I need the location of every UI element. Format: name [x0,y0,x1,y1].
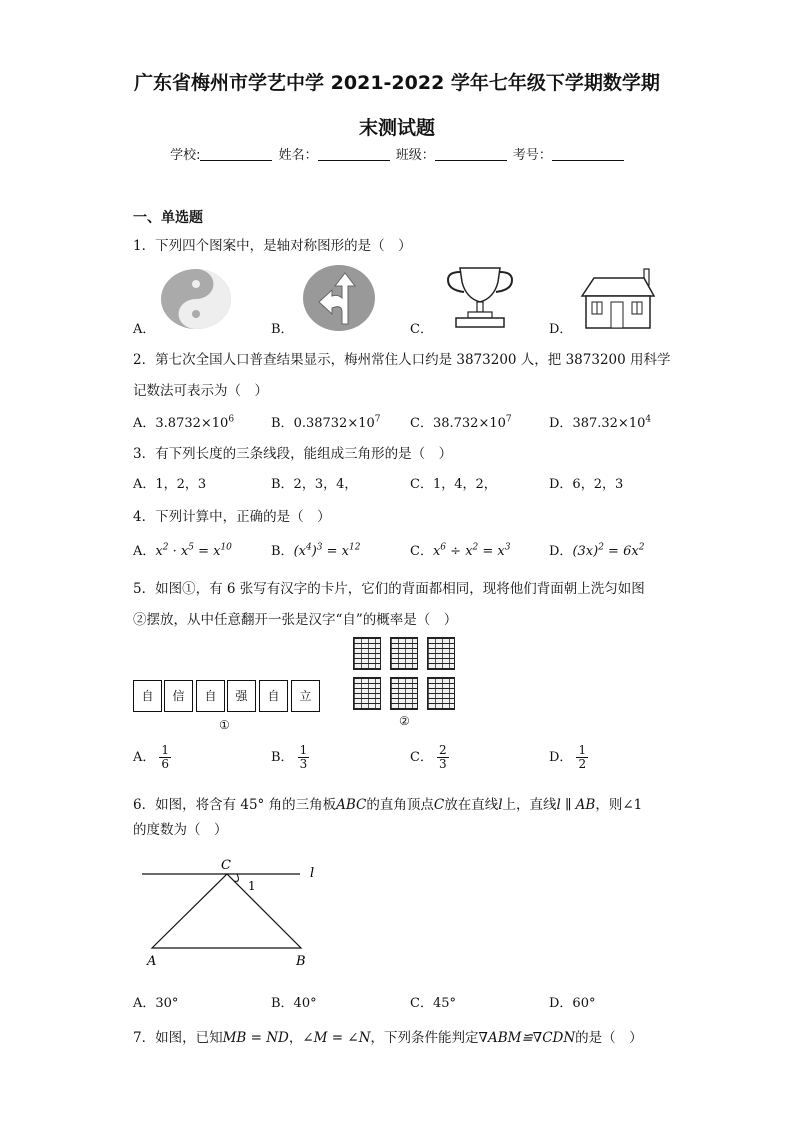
q5-option-d[interactable] [549,744,588,771]
q7-math-congruence: ∇ABM≌∇CDN [478,1030,576,1046]
class-label: 班级： [395,148,435,163]
q6-option-c[interactable]: C．45° [410,996,456,1011]
card-back [353,677,381,710]
q6-text-line1 [133,793,642,813]
q6-text-part: 上，直线 [502,797,557,813]
angle-1-label: 1 [248,879,256,893]
q6-option-d[interactable]: D．60° [549,996,596,1011]
q3-option-a[interactable]: A．1，2，3 [133,477,207,492]
q4-option-a[interactable] [133,540,232,559]
q4-option-c[interactable] [410,540,511,559]
q1-option-c[interactable]: C． [410,322,433,337]
character-card: 强 [227,680,256,712]
q6-text-part: ，则∠1 [595,797,643,813]
option-fraction [298,744,310,771]
figure-2-label: ② [399,714,410,728]
q6-option-a[interactable]: A．30° [133,996,179,1011]
q7-text-part: ， [288,1030,303,1046]
option-exponent: 7 [374,414,381,425]
card-back [427,677,455,710]
card-back [390,637,418,670]
number-label: 考号： [512,148,552,163]
option-label: B． [271,416,294,431]
name-field[interactable] [318,147,390,161]
option-label: D． [549,416,573,431]
q1-option-d[interactable]: D． [549,322,573,337]
option-formula: $x^2 \cdot x^5 = x^{10}$ [155,542,232,559]
q3-text: 3．有下列长度的三条线段，能组成三角形的是（ ） [133,446,453,462]
q2-option-b[interactable] [271,412,381,431]
option-label: A． [133,544,156,559]
denominator: 2 [578,757,587,771]
q5-text-line1: 5．如图①，有 6 张写有汉字的卡片，它们的背面都相同，现将他们背面朝上洗匀如图 [133,581,645,597]
yin-yang-icon [160,268,232,330]
section-heading: 一、单选题 [133,210,203,226]
name-label: 姓名： [278,148,318,163]
option-label: D． [549,544,573,559]
exam-title-line2: 末测试题 [358,117,435,139]
school-field[interactable] [200,147,272,161]
q6-math-l: l [498,797,503,813]
q5-text-line2: ②摆放，从中任意翻开一张是汉字“自”的概率是（ ） [133,612,458,628]
vertex-a-label: A [147,954,157,969]
vertex-b-label: B [296,954,306,969]
option-base: 38.732×10 [432,416,506,431]
q2-option-c[interactable] [410,412,512,431]
q7-math-cond1: MB = ND [222,1030,289,1046]
option-exponent: 6 [228,414,235,425]
option-label: A． [133,750,156,765]
q1-option-b[interactable]: B． [271,322,294,337]
card-back [427,637,455,670]
trophy-icon [442,264,518,330]
option-formula: $(x^4)^3 = x^{12}$ [293,542,361,559]
option-label: A． [133,416,156,431]
number-field[interactable] [552,147,624,161]
q6-text-part: 放在直线 [444,797,499,813]
q5-option-a[interactable] [133,744,171,771]
line-l-label: l [310,866,315,881]
option-label: C． [410,544,433,559]
option-exponent: 7 [505,414,512,425]
q4-option-b[interactable] [271,540,360,559]
q7-text [133,1026,643,1046]
q7-math-cond2: ∠M = ∠N [302,1030,371,1046]
class-field[interactable] [435,147,507,161]
q6-math-abc: ABC [336,797,367,813]
student-info-row [0,144,794,163]
q3-option-b[interactable]: B．2，3，4， [271,477,358,492]
q1-text: 1．下列四个图案中，是轴对称图形的是（ ） [133,238,412,254]
numerator: 1 [161,743,170,757]
q6-text-part: 的直角顶点 [366,797,434,813]
q5-option-c[interactable] [410,744,449,771]
option-label: C． [410,750,433,765]
option-formula: $x^6 \div x^2 = x^3$ [432,542,511,559]
q2-text-line2: 记数法可表示为（ ） [133,383,268,399]
option-fraction [159,744,171,771]
character-card: 立 [291,680,320,712]
school-label: 学校: [170,148,201,163]
q7-text-part: ，下列条件能判定 [370,1030,479,1046]
q7-text-part: 7．如图，已知 [133,1030,223,1046]
numerator: 1 [578,743,587,757]
q6-math-parallel: l ∥ AB [556,797,596,813]
option-fraction [437,744,449,771]
option-exponent: 4 [645,414,652,425]
numerator: 2 [438,743,447,757]
house-icon [580,266,656,330]
character-card: 自 [196,680,225,712]
option-label: D． [549,750,573,765]
q7-text-part: 的是（ ） [575,1030,643,1046]
q6-text-part: 6．如图，将含有 45° 角的三角板 [133,797,337,813]
road-sign-icon [302,264,376,332]
option-base: 387.32×10 [572,416,646,431]
option-label: B． [271,544,294,559]
option-fraction [576,744,588,771]
q2-option-a[interactable] [133,412,234,431]
q2-option-d[interactable] [549,412,651,431]
q3-option-c[interactable]: C．1，4，2， [410,477,497,492]
q6-text-line2: 的度数为（ ） [133,822,228,838]
exam-title-line1: 广东省梅州市学艺中学 2021-2022 学年七年级下学期数学期 [134,72,660,94]
option-label: B． [271,750,294,765]
triangle-diagram [138,855,328,970]
card-back [353,637,381,670]
q6-option-b[interactable]: B．40° [271,996,317,1011]
q2-text-line1: 2．第七次全国人口普查结果显示，梅州常住人口约是 3873200 人，把 3873200 用科学 [133,352,671,368]
option-base: 0.38732×10 [293,416,375,431]
card-back [390,677,418,710]
denominator: 6 [161,757,170,771]
option-base: 3.8732×10 [155,416,229,431]
character-card: 自 [259,680,288,712]
q4-option-d[interactable] [549,540,644,559]
option-formula: $(3x)^2 = 6x^2$ [572,542,645,559]
q1-option-a[interactable]: A． [133,322,156,337]
figure-1-label: ① [219,718,230,732]
character-card: 自 [133,680,162,712]
character-card: 信 [164,680,193,712]
denominator: 3 [299,757,308,771]
option-label: C． [410,416,433,431]
q5-option-b[interactable] [271,744,309,771]
denominator: 3 [438,757,447,771]
q3-option-d[interactable]: D．6，2，3 [549,477,624,492]
vertex-c-label: C [221,858,231,873]
q6-math-c: C [433,797,445,813]
q4-text: 4．下列计算中，正确的是（ ） [133,509,331,525]
numerator: 1 [299,743,308,757]
